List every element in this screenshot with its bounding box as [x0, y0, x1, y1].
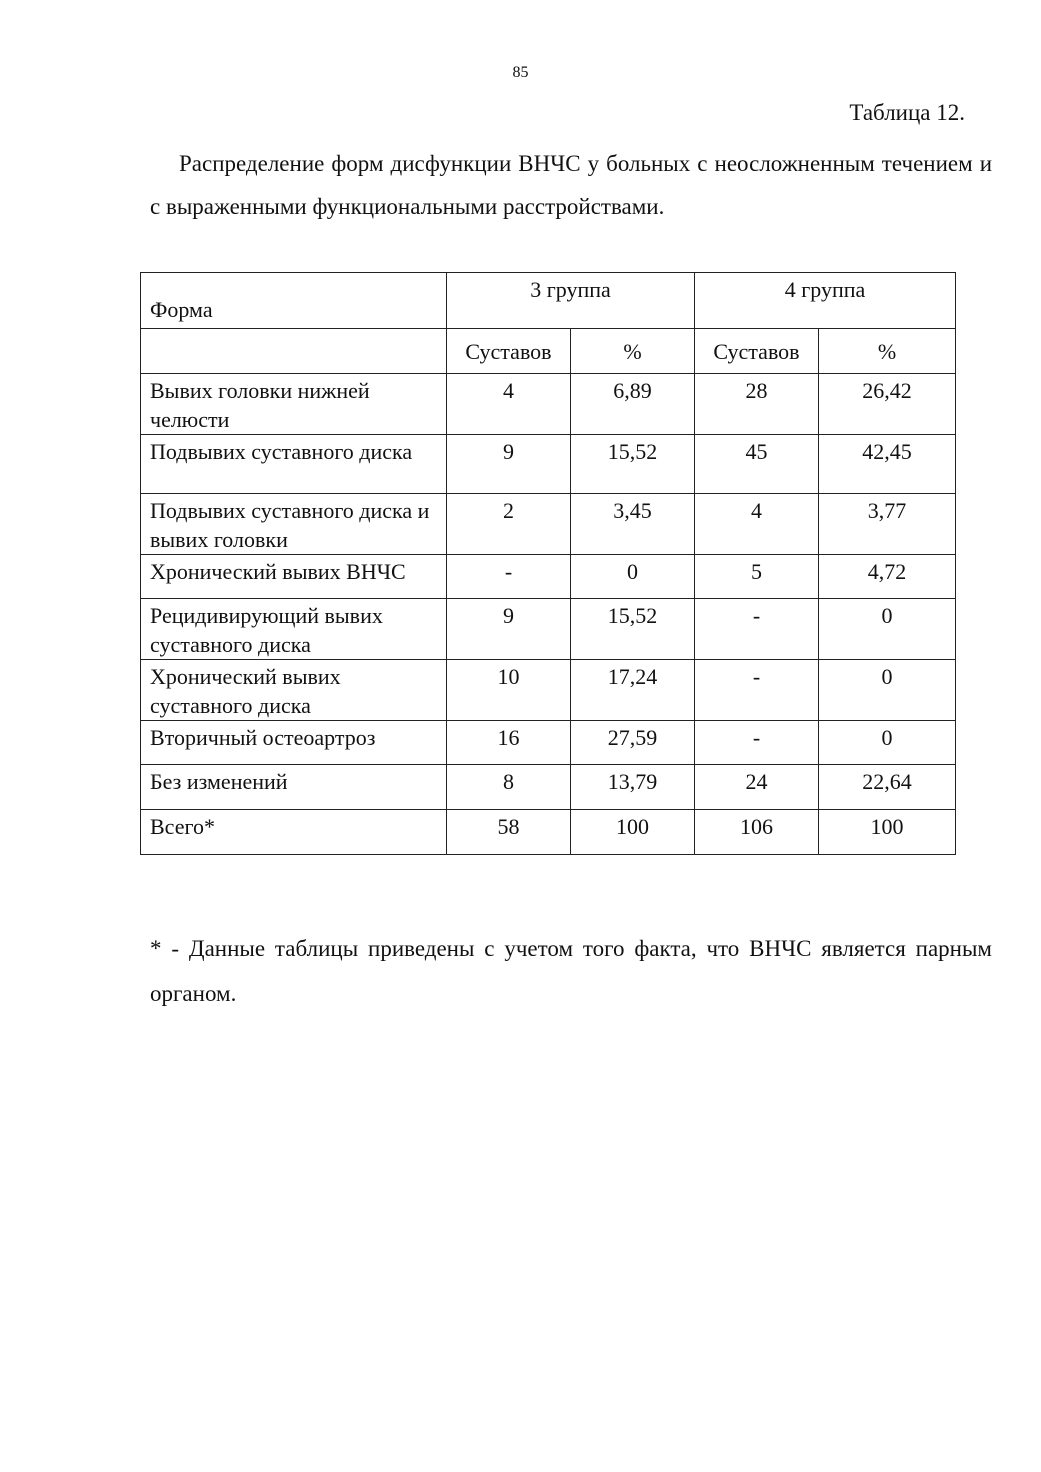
row-joints-3-cell: 8: [447, 765, 571, 810]
group-4-header: 4 группа: [695, 273, 956, 329]
row-joints-4-cell: 4: [695, 494, 819, 555]
empty-subheader-cell: [141, 329, 447, 374]
row-percent-4-cell: 0: [819, 660, 956, 721]
table-subheader-row: [141, 329, 956, 374]
table-row: [141, 374, 956, 435]
row-form-cell: Подвывих суставного диска и вывих головки: [141, 494, 447, 555]
row-form-cell: Вторичный остеоартроз: [141, 721, 447, 765]
group-3-header: 3 группа: [447, 273, 695, 329]
row-percent-4-cell: 42,45: [819, 435, 956, 494]
caption-text: Распределение форм дисфункции ВНЧС у больных с неосложненным течением и с выраженными функциональными расстройствами.: [150, 151, 992, 219]
row-percent-4-cell: 100: [819, 810, 956, 855]
row-percent-3-cell: 27,59: [571, 721, 695, 765]
row-joints-3-cell: 58: [447, 810, 571, 855]
row-joints-4-cell: 28: [695, 374, 819, 435]
row-percent-4-cell: 3,77: [819, 494, 956, 555]
row-percent-4-cell: 0: [819, 721, 956, 765]
row-joints-3-cell: 10: [447, 660, 571, 721]
table-label: Таблица 12.: [849, 100, 965, 125]
row-joints-4-cell: -: [695, 660, 819, 721]
table-row: [141, 721, 956, 765]
table-row: [141, 660, 956, 721]
row-form-cell: Без изменений: [141, 765, 447, 810]
form-header: Форма: [141, 273, 447, 329]
row-joints-4-cell: 5: [695, 555, 819, 599]
subheader-percent-4: %: [819, 329, 956, 374]
row-joints-4-cell: 106: [695, 810, 819, 855]
row-joints-4-cell: -: [695, 721, 819, 765]
row-joints-4-cell: 24: [695, 765, 819, 810]
table-row: [141, 555, 956, 599]
table-row: [141, 435, 956, 494]
row-percent-4-cell: 4,72: [819, 555, 956, 599]
page-number: 85: [512, 64, 529, 81]
row-form-cell: Вывих головки нижней челюсти: [141, 374, 447, 435]
row-joints-3-cell: 2: [447, 494, 571, 555]
footnote: * - Данные таблицы приведены с учетом того факта, что ВНЧС является парным органом.: [150, 936, 992, 1006]
row-form-cell: Всего*: [141, 810, 447, 855]
distribution-table: [140, 272, 956, 855]
row-percent-3-cell: 17,24: [571, 660, 695, 721]
row-percent-3-cell: 15,52: [571, 599, 695, 660]
row-joints-3-cell: 4: [447, 374, 571, 435]
row-percent-3-cell: 6,89: [571, 374, 695, 435]
row-joints-3-cell: 9: [447, 435, 571, 494]
row-joints-4-cell: -: [695, 599, 819, 660]
row-joints-3-cell: -: [447, 555, 571, 599]
table-caption: [150, 142, 992, 228]
row-joints-4-cell: 45: [695, 435, 819, 494]
table-body: [141, 374, 956, 855]
row-percent-3-cell: 100: [571, 810, 695, 855]
row-percent-4-cell: 26,42: [819, 374, 956, 435]
row-joints-3-cell: 9: [447, 599, 571, 660]
row-percent-4-cell: 0: [819, 599, 956, 660]
subheader-joints-3: Суставов: [447, 329, 571, 374]
subheader-percent-3: %: [571, 329, 695, 374]
row-percent-4-cell: 22,64: [819, 765, 956, 810]
row-form-cell: Хронический вывих ВНЧС: [141, 555, 447, 599]
row-form-cell: Рецидивирующий вывих суставного диска: [141, 599, 447, 660]
table-row: [141, 810, 956, 855]
row-percent-3-cell: 0: [571, 555, 695, 599]
row-form-cell: Подвывих суставного диска: [141, 435, 447, 494]
row-joints-3-cell: 16: [447, 721, 571, 765]
subheader-joints-4: Суставов: [695, 329, 819, 374]
row-percent-3-cell: 15,52: [571, 435, 695, 494]
row-form-cell: Хронический вывих суставного диска: [141, 660, 447, 721]
table-header-row: [141, 273, 956, 329]
table-row: [141, 765, 956, 810]
table-row: [141, 599, 956, 660]
row-percent-3-cell: 13,79: [571, 765, 695, 810]
table-row: [141, 494, 956, 555]
row-percent-3-cell: 3,45: [571, 494, 695, 555]
